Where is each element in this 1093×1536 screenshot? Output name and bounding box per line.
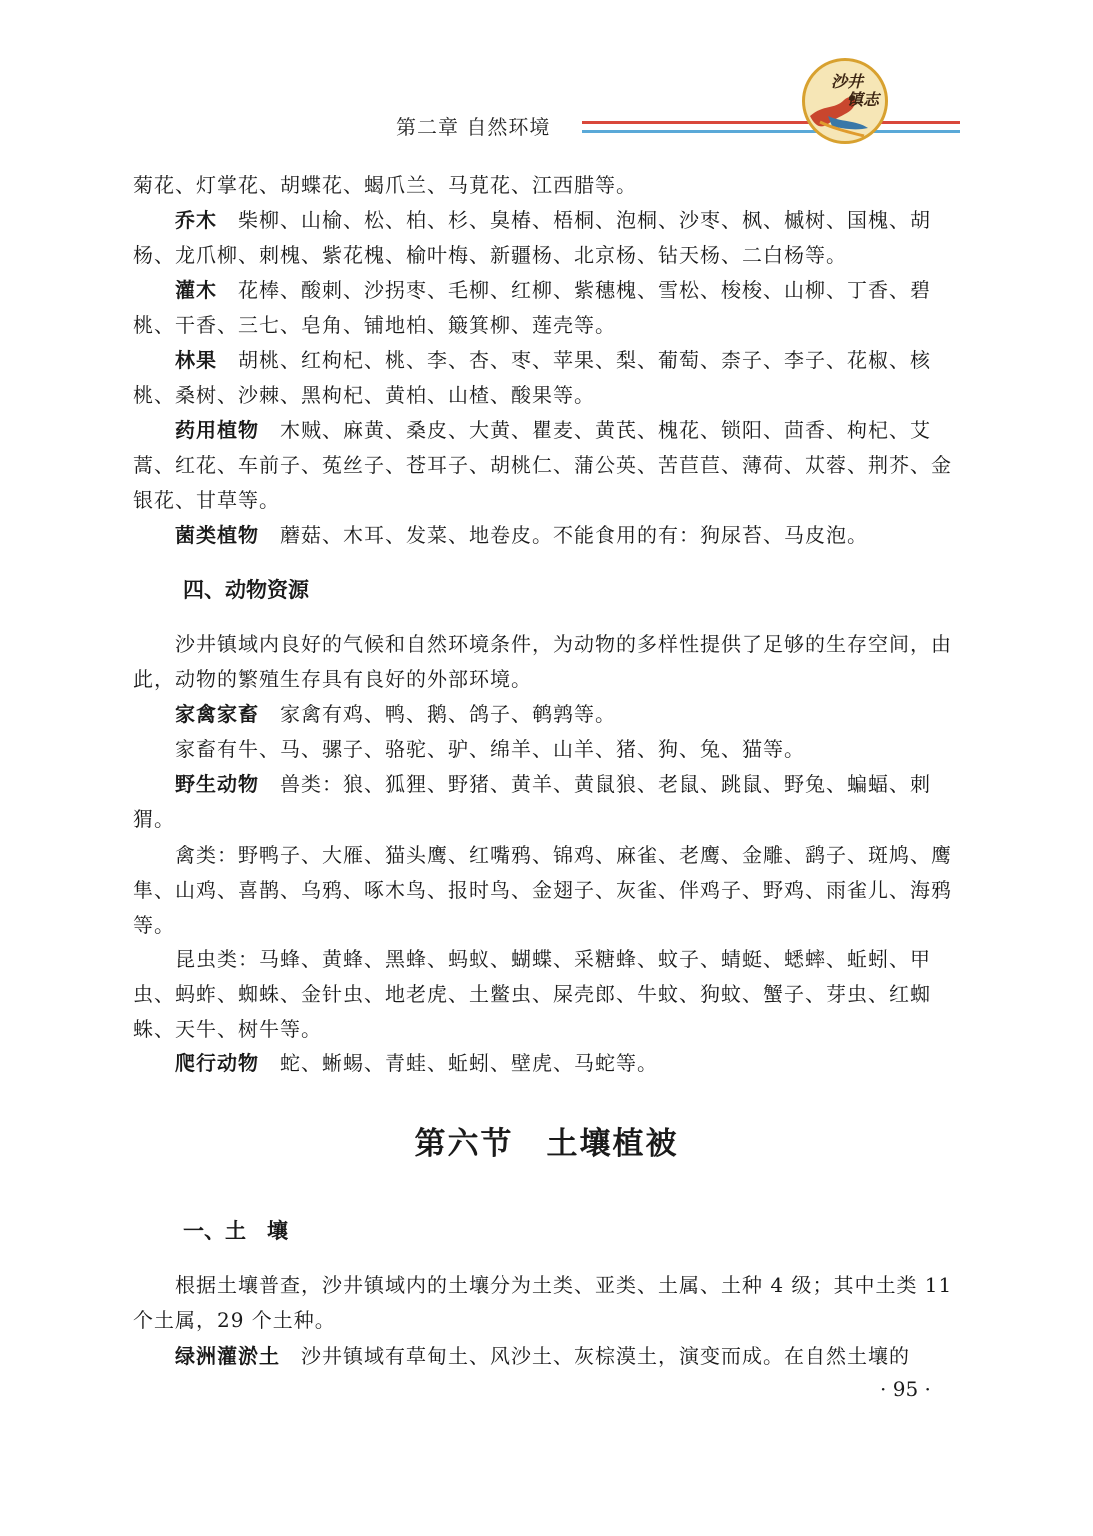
trees-paragraph <box>133 203 960 273</box>
soil-heading: 一、土 壤 <box>183 1219 288 1243</box>
poultry-text: 家禽有鸡、鸭、鹅、鸽子、鹌鹑等。 <box>280 702 616 726</box>
town-gazetteer-seal <box>802 58 888 144</box>
trees-label: 乔木 <box>175 208 217 232</box>
birds-paragraph: 禽类：野鸭子、大雁、猫头鹰、红嘴鸦、锦鸡、麻雀、老鹰、金雕、鹞子、斑鸠、鹰隼、山鸡、喜鹊、乌鸦、啄木鸟、报时鸟、金翅子、灰雀、伴鸡子、野鸡、雨雀儿、海鸦等。 <box>133 843 952 937</box>
medicinal-label: 药用植物 <box>175 418 259 442</box>
reptiles-text: 蛇、蜥蜴、青蛙、蚯蚓、壁虎、马蛇等。 <box>280 1051 658 1075</box>
fruit-text: 胡桃、红枸杞、桃、李、杏、枣、苹果、梨、葡萄、柰子、李子、花椒、核桃、桑树、沙棘、黑枸杞、黄柏、山楂、酸果等。 <box>133 348 931 407</box>
fruit-paragraph <box>133 343 960 413</box>
oasis-label: 绿洲灌淤土 <box>175 1344 280 1368</box>
fungi-label: 菌类植物 <box>175 523 259 547</box>
seal-line2: 镇志 <box>847 90 880 109</box>
poultry-paragraph <box>133 697 960 732</box>
shrubs-paragraph <box>133 273 960 343</box>
section-title: 第六节 土壤植被 <box>414 1126 679 1162</box>
shrubs-text: 花棒、酸刺、沙拐枣、毛柳、红柳、紫穗槐、雪松、梭梭、山柳、丁香、碧桃、干香、三七、皂角、铺地柏、簸箕柳、莲壳等。 <box>133 278 931 337</box>
flowers-tail: 菊花、灯掌花、胡蝶花、蝎爪兰、马莧花、江西腊等。 <box>133 173 637 197</box>
page-number: · 95 · <box>880 1377 931 1401</box>
animals-intro: 沙井镇域内良好的气候和自然环境条件，为动物的多样性提供了足够的生存空间，由此，动物的繁殖生存具有良好的外部环境。 <box>133 632 952 691</box>
poultry-label: 家禽家畜 <box>175 702 259 726</box>
wild-text: 兽类：狼、狐狸、野猪、黄羊、黄鼠狼、老鼠、跳鼠、野兔、蝙蝠、刺猬。 <box>133 772 931 831</box>
animals-heading: 四、动物资源 <box>183 578 309 602</box>
header-rule-blue <box>582 130 960 133</box>
fungi-text: 蘑菇、木耳、发菜、地卷皮。不能食用的有：狗尿苔、马皮泡。 <box>280 523 868 547</box>
chapter-header: 第二章 自然环境 <box>396 115 551 139</box>
oasis-paragraph <box>133 1339 960 1374</box>
livestock-paragraph: 家畜有牛、马、骡子、骆驼、驴、绵羊、山羊、猪、狗、兔、猫等。 <box>175 737 805 761</box>
reptiles-paragraph <box>133 1046 960 1081</box>
soil-intro: 根据土壤普查，沙井镇域内的土壤分为土类、亚类、土属、土种 4 级；其中土类 11 个土属，29 个土种。 <box>133 1273 953 1332</box>
seal-line1: 沙井 <box>831 72 864 91</box>
wild-label: 野生动物 <box>175 772 259 796</box>
oasis-text: 沙井镇域有草甸土、风沙土、灰棕漠土，演变而成。在自然土壤的 <box>301 1344 910 1368</box>
insects-paragraph: 昆虫类：马蜂、黄蜂、黑蜂、蚂蚁、蝴蝶、采糖蜂、蚊子、蜻蜓、蟋蟀、蚯蚓、甲虫、蚂蚱、蜘蛛、金针虫、地老虎、土鳖虫、屎壳郎、牛蚊、狗蚊、蟹子、芽虫、红蜘蛛、天牛、树牛等。 <box>133 947 931 1041</box>
wild-paragraph <box>133 767 960 837</box>
reptiles-label: 爬行动物 <box>175 1051 259 1075</box>
medicinal-paragraph <box>133 413 960 518</box>
header-rule-red <box>582 121 960 124</box>
trees-text: 柴柳、山榆、松、柏、杉、臭椿、梧桐、泡桐、沙枣、枫、槭树、国槐、胡杨、龙爪柳、刺槐、紫花槐、榆叶梅、新疆杨、北京杨、钻天杨、二白杨等。 <box>133 208 931 267</box>
fruit-label: 林果 <box>175 348 217 372</box>
fungi-paragraph <box>133 518 960 553</box>
medicinal-text: 木贼、麻黄、桑皮、大黄、瞿麦、黄芪、槐花、锁阳、茴香、枸杞、艾蒿、红花、车前子、菟丝子、苍耳子、胡桃仁、蒲公英、苦苣苣、薄荷、苁蓉、荆芥、金银花、甘草等。 <box>133 418 952 512</box>
shrubs-label: 灌木 <box>175 278 217 302</box>
